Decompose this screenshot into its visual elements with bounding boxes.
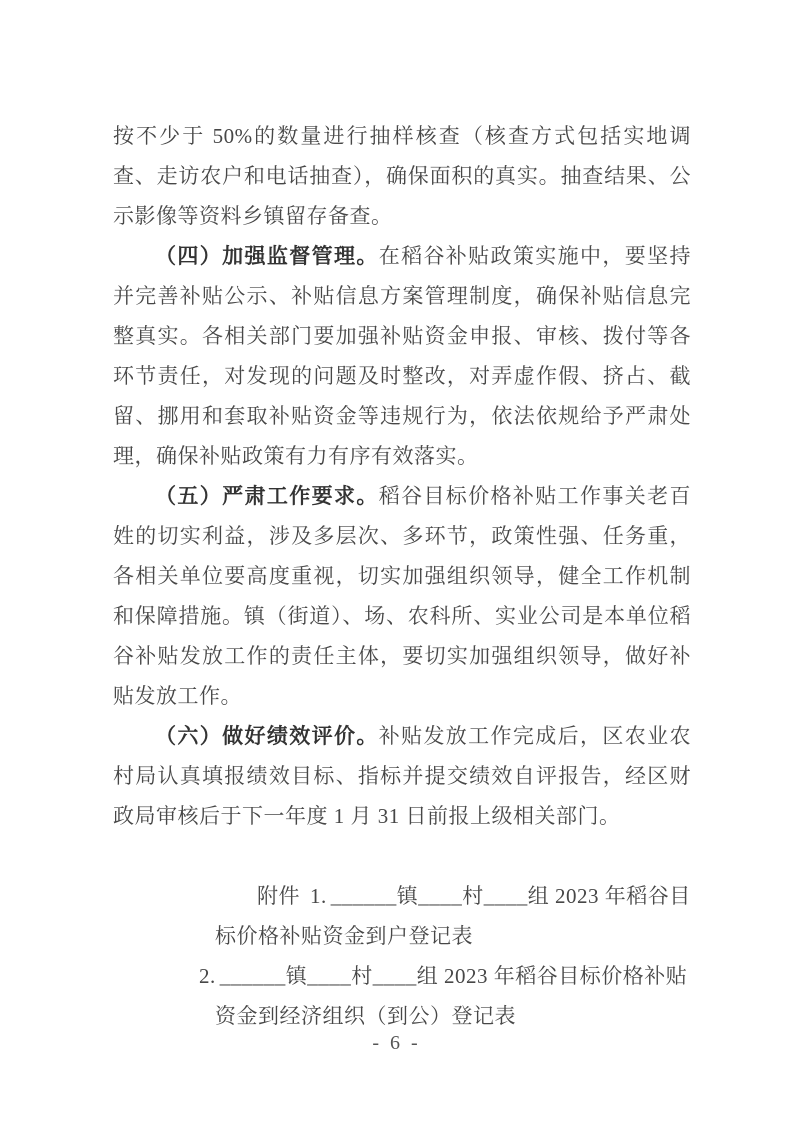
attachment-number-2: 2. bbox=[199, 964, 216, 988]
page-number: - 6 - bbox=[372, 1032, 421, 1054]
paragraph-section-4-supervision bbox=[113, 236, 691, 476]
section-heading-4: （四）加强监督管理。 bbox=[155, 244, 379, 268]
paragraph-text: 补贴发放工作完成后，区农业农村局认真填报绩效目标、指标并提交绩效自评报告，经区财政局审核后于下一年度 1 月 31 日前报上级相关部门。 bbox=[113, 724, 692, 828]
section-heading-6: （六）做好绩效评价。 bbox=[155, 724, 379, 748]
attachment-item-2 bbox=[113, 956, 691, 1036]
paragraph-section-5-work-requirements bbox=[113, 476, 691, 716]
paragraph-text: 稻谷目标价格补贴工作事关老百姓的切实利益，涉及多层次、多环节，政策性强、任务重，各相关单位要高度重视，切实加强组织领导，健全工作机制和保障措施。镇（街道）、场、农科所、实业公司是本单位稻谷补贴发放工作的责任主体，要切实加强组织领导，做好补贴发放工作。 bbox=[113, 484, 692, 708]
paragraph-sampling-check bbox=[113, 116, 691, 236]
paragraph-text: 在稻谷补贴政策实施中，要坚持并完善补贴公示、补贴信息方案管理制度，确保补贴信息完整真实。各相关部门要加强补贴资金申报、审核、拨付等各环节责任，对发现的问题及时整改，对弄虚作假、挤占、截留、挪用和套取补贴资金等违规行为，依法依规给予严肃处理，确保补贴政策有力有序有效落实。 bbox=[113, 244, 692, 468]
attachment-list bbox=[113, 876, 691, 1036]
body-text bbox=[113, 116, 691, 1036]
paragraph-text: 按不少于 50%的数量进行抽样核查（核查方式包括实地调查、走访农户和电话抽查），确保面积的真实。抽查结果、公示影像等资料乡镇留存备查。 bbox=[113, 124, 691, 228]
section-heading-5: （五）严肃工作要求。 bbox=[155, 484, 379, 508]
attachment-item-1 bbox=[113, 876, 691, 956]
attachment-label: 附件 bbox=[257, 884, 300, 908]
attachment-title-2: ______镇____村____组 2023 年稻谷目标价格补贴资金到经济组织（到公）登记表 bbox=[215, 964, 688, 1028]
paragraph-section-6-performance-evaluation bbox=[113, 716, 691, 836]
attachment-title-1: ______镇____村____组 2023 年稻谷目标价格补贴资金到户登记表 bbox=[215, 884, 691, 948]
attachment-number-1: 1. bbox=[310, 884, 327, 908]
